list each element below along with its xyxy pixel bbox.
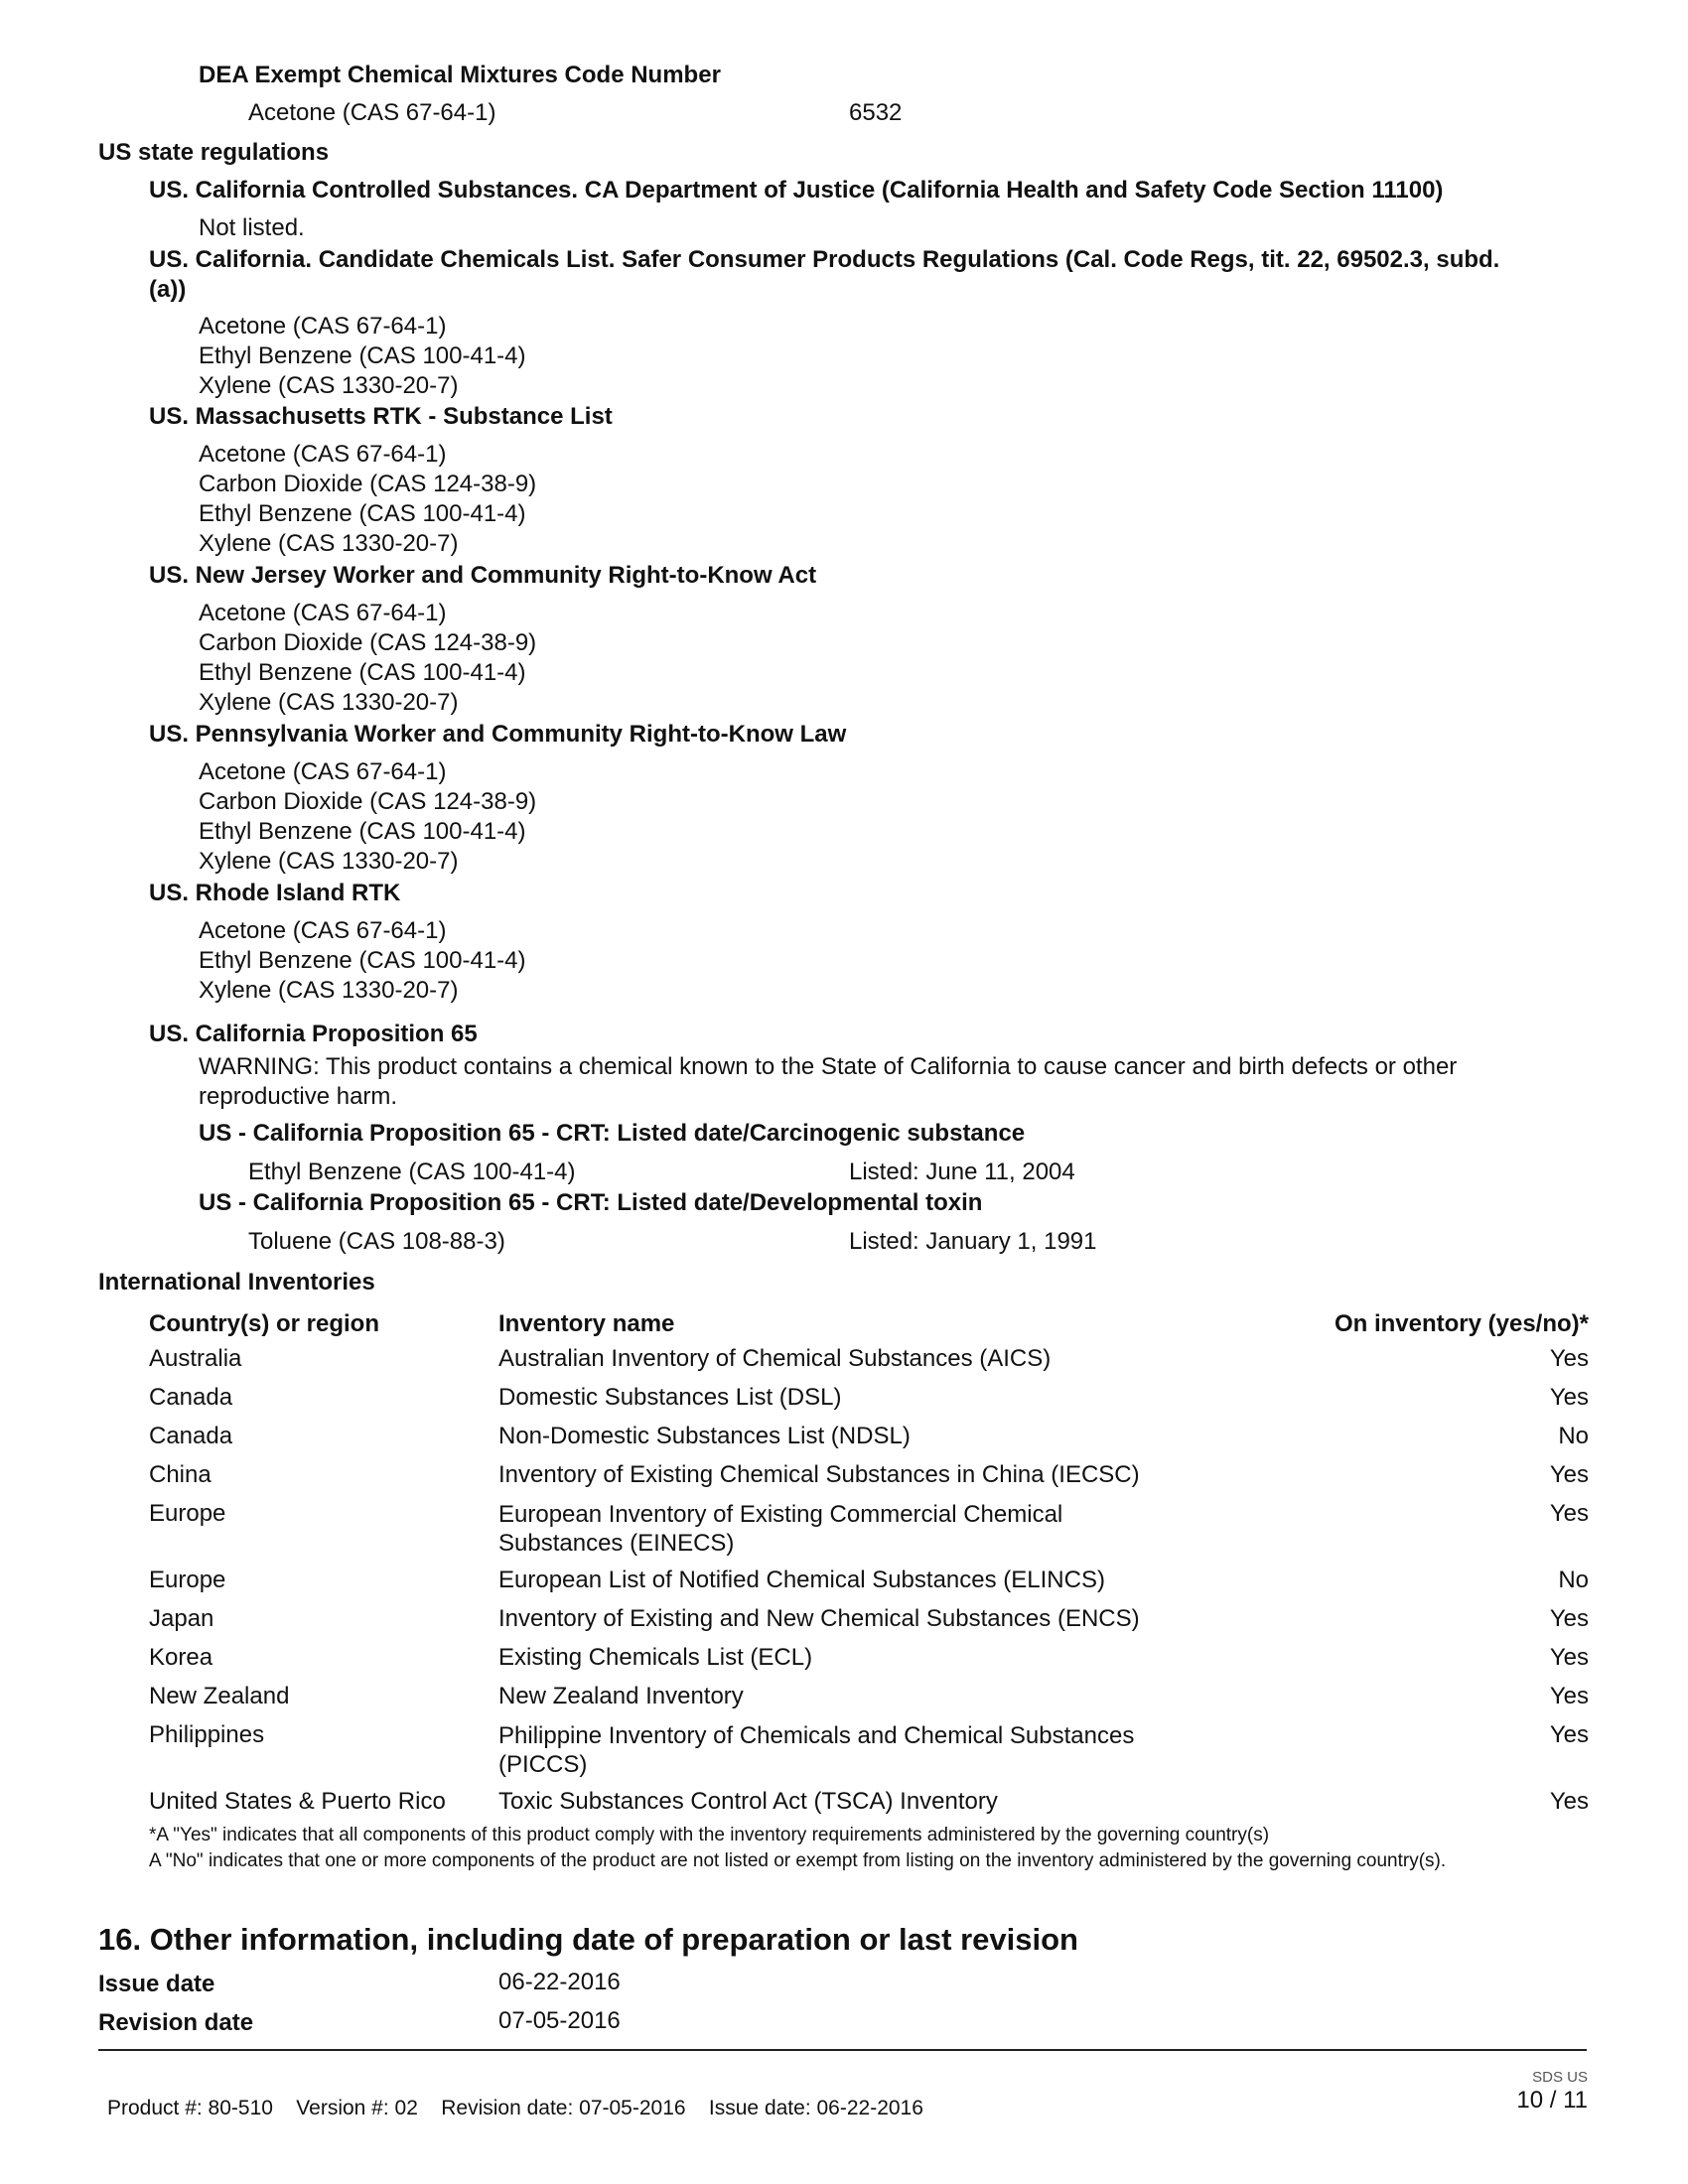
prop65-developmental-listed: Listed: January 1, 1991: [849, 1228, 1097, 1255]
inventory-name: European List of Notified Chemical Substances (ELINCS): [498, 1567, 1105, 1593]
issue-date-label: Issue date: [98, 1971, 215, 1997]
inventory-name: Non-Domestic Substances List (NDSL): [498, 1423, 911, 1449]
list-item: Xylene (CAS 1330-20-7): [199, 977, 459, 1004]
inventory-country: New Zealand: [149, 1683, 290, 1709]
list-item: Carbon Dioxide (CAS 124-38-9): [199, 629, 537, 656]
footer-page-number: 10 / 11: [1516, 2087, 1588, 2114]
revision-date-label: Revision date: [98, 2009, 254, 2036]
ca-controlled-note: Not listed.: [199, 214, 305, 241]
footer-meta: [107, 2097, 923, 2120]
inventory-value: Yes: [1549, 1345, 1589, 1372]
list-item: Carbon Dioxide (CAS 124-38-9): [199, 788, 537, 815]
inventory-country: Korea: [149, 1644, 213, 1671]
inventory-value: Yes: [1549, 1461, 1589, 1488]
inventory-value: Yes: [1549, 1500, 1589, 1527]
list-item: Xylene (CAS 1330-20-7): [199, 848, 459, 875]
inventory-name: European Inventory of Existing Commercial Chemical Substances (EINECS): [498, 1501, 1063, 1557]
inventory-value: Yes: [1549, 1788, 1589, 1815]
list-item: Xylene (CAS 1330-20-7): [199, 689, 459, 716]
list-item: Acetone (CAS 67-64-1): [199, 600, 447, 626]
new-jersey-heading: US. New Jersey Worker and Community Right-to-Know Act: [149, 562, 817, 589]
col-header-inventory: Inventory name: [498, 1310, 675, 1337]
dea-substance: Acetone (CAS 67-64-1): [248, 99, 496, 126]
inventory-name: Inventory of Existing Chemical Substances in China (IECSC): [498, 1461, 1140, 1488]
ca-controlled-heading: US. California Controlled Substances. CA Department of Justice (California Health and Safety Code Section 11100): [149, 177, 1444, 204]
col-header-on-inventory: On inventory (yes/no)*: [1334, 1310, 1589, 1337]
footer-doc-type: SDS US: [1532, 2069, 1588, 2086]
revision-date-value: 07-05-2016: [498, 2007, 621, 2034]
inventory-value: Yes: [1549, 1605, 1589, 1632]
prop65-carcinogen-heading: US - California Proposition 65 - CRT: Listed date/Carcinogenic substance: [199, 1120, 1026, 1147]
prop65-heading: US. California Proposition 65: [149, 1021, 478, 1047]
inventory-footnote-yes: *A "Yes" indicates that all components of this product comply with the inventory requirements administered by the governing country(s): [149, 1825, 1270, 1845]
inventory-value: No: [1558, 1423, 1589, 1449]
list-item: Acetone (CAS 67-64-1): [199, 441, 447, 468]
dea-code: 6532: [849, 99, 903, 126]
inventory-country: Canada: [149, 1423, 233, 1449]
footer-version: Version #: 02: [296, 2097, 418, 2119]
list-item: Acetone (CAS 67-64-1): [199, 758, 447, 785]
footer-revision: Revision date: 07-05-2016: [441, 2097, 686, 2119]
list-item: Ethyl Benzene (CAS 100-41-4): [199, 818, 526, 845]
inventory-name: Domestic Substances List (DSL): [498, 1384, 842, 1411]
ca-candidate-heading: US. California. Candidate Chemicals List. Safer Consumer Products Regulations (Cal. Code Regs, tit. 22, 69502.3, subd.: [149, 246, 1500, 273]
issue-date-value: 06-22-2016: [498, 1969, 621, 1995]
footer-issue: Issue date: 06-22-2016: [708, 2097, 923, 2119]
list-item: Ethyl Benzene (CAS 100-41-4): [199, 947, 526, 974]
inventory-country: Europe: [149, 1500, 226, 1527]
footer-product: Product #: 80-510: [107, 2097, 273, 2119]
inventory-name: Inventory of Existing and New Chemical Substances (ENCS): [498, 1605, 1140, 1632]
inventory-value: Yes: [1549, 1384, 1589, 1411]
inventory-name: Australian Inventory of Chemical Substances (AICS): [498, 1345, 1052, 1372]
list-item: Ethyl Benzene (CAS 100-41-4): [199, 342, 526, 369]
prop65-carcinogen-listed: Listed: June 11, 2004: [849, 1159, 1075, 1185]
inventory-name: Philippine Inventory of Chemicals and Chemical Substances (PICCS): [498, 1722, 1135, 1778]
list-item: Acetone (CAS 67-64-1): [199, 917, 447, 944]
pennsylvania-heading: US. Pennsylvania Worker and Community Right-to-Know Law: [149, 721, 847, 748]
dea-heading: DEA Exempt Chemical Mixtures Code Number: [199, 62, 721, 88]
list-item: Xylene (CAS 1330-20-7): [199, 372, 459, 399]
prop65-developmental-heading: US - California Proposition 65 - CRT: Listed date/Developmental toxin: [199, 1189, 983, 1216]
ca-candidate-heading-cont: (a)): [149, 276, 187, 303]
inventory-country: United States & Puerto Rico: [149, 1788, 446, 1815]
inventory-country: Australia: [149, 1345, 242, 1372]
prop65-warning: WARNING: This product contains a chemical known to the State of California to cause cancer and birth defects or other reproductive harm.: [199, 1053, 1458, 1110]
inventory-name: New Zealand Inventory: [498, 1683, 744, 1709]
inventory-value: Yes: [1549, 1644, 1589, 1671]
list-item: Ethyl Benzene (CAS 100-41-4): [199, 500, 526, 527]
inventory-country: China: [149, 1461, 211, 1488]
inventory-value: Yes: [1549, 1683, 1589, 1709]
inventory-country: Europe: [149, 1567, 226, 1593]
inventory-name: Existing Chemicals List (ECL): [498, 1644, 813, 1671]
inventories-heading: International Inventories: [98, 1269, 375, 1296]
inventory-name: Toxic Substances Control Act (TSCA) Inventory: [498, 1788, 998, 1815]
footer-divider: [98, 2049, 1587, 2051]
col-header-country: Country(s) or region: [149, 1310, 379, 1337]
inventory-value: No: [1558, 1567, 1589, 1593]
section16-heading: 16. Other information, including date of preparation or last revision: [98, 1922, 1078, 1957]
inventory-country: Canada: [149, 1384, 233, 1411]
inventory-value: Yes: [1549, 1721, 1589, 1748]
prop65-carcinogen-substance: Ethyl Benzene (CAS 100-41-4): [248, 1159, 576, 1185]
list-item: Carbon Dioxide (CAS 124-38-9): [199, 471, 537, 497]
inventory-country: Philippines: [149, 1721, 265, 1748]
list-item: Ethyl Benzene (CAS 100-41-4): [199, 659, 526, 686]
rhode-island-heading: US. Rhode Island RTK: [149, 880, 401, 906]
prop65-developmental-substance: Toluene (CAS 108-88-3): [248, 1228, 505, 1255]
list-item: Xylene (CAS 1330-20-7): [199, 530, 459, 557]
list-item: Acetone (CAS 67-64-1): [199, 313, 447, 340]
state-regs-heading: US state regulations: [98, 139, 330, 166]
inventory-footnote-no: A "No" indicates that one or more components of the product are not listed or exempt from listing on the inventory administered by the governing country(s).: [149, 1850, 1447, 1871]
massachusetts-heading: US. Massachusetts RTK - Substance List: [149, 403, 613, 430]
inventory-country: Japan: [149, 1605, 214, 1632]
